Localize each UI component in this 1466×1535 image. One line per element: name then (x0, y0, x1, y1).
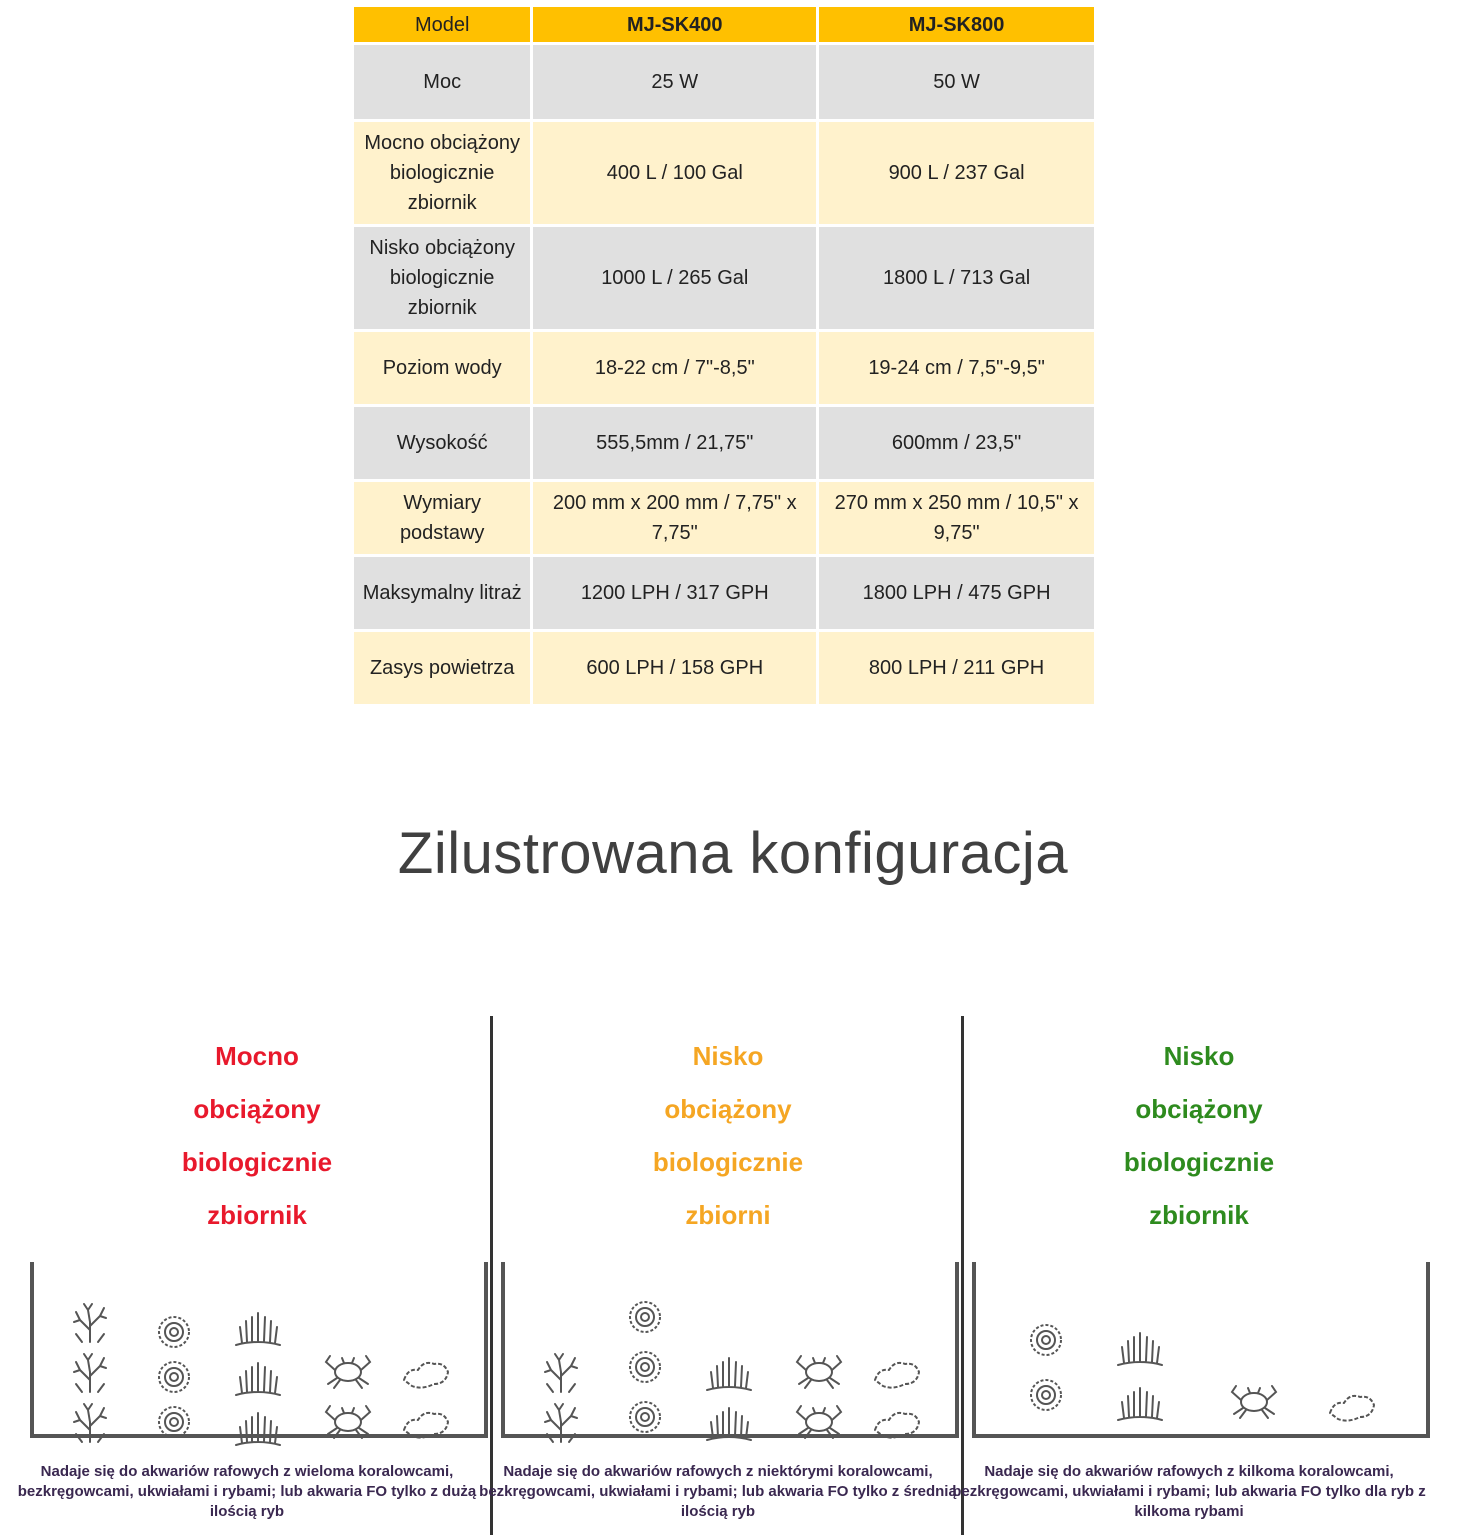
coral-icon (62, 1300, 118, 1344)
soft-coral-icon (701, 1350, 757, 1394)
anemone-icon (146, 1310, 202, 1354)
soft-coral-icon (1112, 1380, 1168, 1424)
row-value-sk400: 400 L / 100 Gal (533, 122, 816, 224)
fish-icon (869, 1402, 925, 1446)
load-title-line: zbiorni (685, 1200, 771, 1230)
spec-row-heavy-load (354, 122, 1094, 224)
load-title-line: obciążony (664, 1094, 792, 1124)
fish-icon (398, 1352, 454, 1396)
row-value-sk400: 18-22 cm / 7"-8,5" (533, 332, 816, 404)
row-value-sk800: 600mm / 23,5" (819, 407, 1094, 479)
row-value-sk800: 50 W (819, 45, 1094, 119)
fish-icon (1324, 1385, 1380, 1429)
crab-icon (1226, 1378, 1282, 1422)
load-title-line: biologicznie (652, 1147, 804, 1177)
row-label: Poziom wody (354, 332, 530, 404)
spec-table (351, 4, 1097, 707)
coral-icon (62, 1400, 118, 1444)
header-model-sk800: MJ-SK800 (819, 7, 1094, 42)
row-label: Wysokość (354, 407, 530, 479)
row-label: Mocno obciążony biologicznie zbiornik (354, 122, 530, 224)
description-line: Nadaje się do akwariów rafowych z wieloma koralowcami, (40, 1463, 454, 1480)
row-label: Moc (354, 45, 530, 119)
soft-coral-icon (230, 1355, 286, 1399)
spec-row-light-load (354, 227, 1094, 329)
row-value-sk800: 1800 LPH / 475 GPH (819, 557, 1094, 629)
row-label: Nisko obciążony biologicznie zbiornik (354, 227, 530, 329)
description-line: kilkoma rybami (1134, 1503, 1244, 1520)
anemone-icon (1018, 1318, 1074, 1362)
section-title: Zilustrowana konfiguracja (397, 821, 1069, 886)
anemone-icon (146, 1355, 202, 1399)
row-value-sk800: 270 mm x 250 mm / 10,5" x 9,75" (819, 482, 1094, 554)
soft-coral-icon (230, 1305, 286, 1349)
soft-coral-icon (701, 1400, 757, 1444)
panel-description (944, 1462, 1434, 1522)
row-value-sk400: 25 W (533, 45, 816, 119)
description-line: bezkręgowcami, ukwiałami i rybami; lub akwaria FO tylko dla ryb z (952, 1483, 1426, 1500)
row-value-sk400: 600 LPH / 158 GPH (533, 632, 816, 704)
spec-row-air-intake (354, 632, 1094, 704)
spec-row-height (354, 407, 1094, 479)
load-title-line: zbiornik (1149, 1200, 1249, 1230)
fish-icon (398, 1402, 454, 1446)
spec-row-base-dimensions (354, 482, 1094, 554)
row-value-sk400: 200 mm x 200 mm / 7,75" x 7,75" (533, 482, 816, 554)
panel-description (2, 1462, 492, 1522)
anemone-icon (1018, 1373, 1074, 1417)
crab-icon (791, 1348, 847, 1392)
load-title-line: biologicznie (181, 1147, 333, 1177)
load-title-line: Mocno (215, 1041, 299, 1071)
coral-icon (533, 1400, 589, 1444)
row-value-sk400: 1000 L / 265 Gal (533, 227, 816, 329)
row-value-sk800: 1800 L / 713 Gal (819, 227, 1094, 329)
load-title (493, 1030, 963, 1242)
load-title-line: Nisko (1163, 1041, 1235, 1071)
anemone-icon (146, 1400, 202, 1444)
coral-icon (62, 1350, 118, 1394)
load-title-line: biologicznie (1123, 1147, 1275, 1177)
row-value-sk800: 800 LPH / 211 GPH (819, 632, 1094, 704)
header-model-label: Model (354, 7, 530, 42)
load-title-line: obciążony (193, 1094, 321, 1124)
coral-icon (533, 1350, 589, 1394)
description-line: ilością ryb (680, 1503, 756, 1520)
crab-icon (320, 1348, 376, 1392)
row-value-sk400: 555,5mm / 21,75" (533, 407, 816, 479)
load-title (964, 1030, 1434, 1242)
description-line: bezkręgowcami, ukwiałami i rybami; lub akwaria FO tylko z dużą (17, 1483, 477, 1500)
spec-row-water-level (354, 332, 1094, 404)
panel-description (473, 1462, 963, 1522)
soft-coral-icon (1112, 1325, 1168, 1369)
anemone-icon (617, 1345, 673, 1389)
row-label: Wymiary podstawy (354, 482, 530, 554)
crab-icon (320, 1398, 376, 1442)
description-line: Nadaje się do akwariów rafowych z niektórymi koralowcami, (503, 1463, 933, 1480)
row-value-sk400: 1200 LPH / 317 GPH (533, 557, 816, 629)
row-label: Maksymalny litraż (354, 557, 530, 629)
spec-row-power (354, 45, 1094, 119)
spec-header-row (354, 7, 1094, 42)
row-value-sk800: 19-24 cm / 7,5"-9,5" (819, 332, 1094, 404)
load-title-line: Nisko (692, 1041, 764, 1071)
anemone-icon (617, 1395, 673, 1439)
crab-icon (791, 1398, 847, 1442)
description-line: Nadaje się do akwariów rafowych z kilkoma koralowcami, (984, 1463, 1394, 1480)
fish-icon (869, 1352, 925, 1396)
row-value-sk800: 900 L / 237 Gal (819, 122, 1094, 224)
load-title-line: obciążony (1135, 1094, 1263, 1124)
load-title (22, 1030, 492, 1242)
soft-coral-icon (230, 1405, 286, 1449)
description-line: bezkręgowcami, ukwiałami i rybami; lub akwaria FO tylko z średnią (479, 1483, 957, 1500)
spec-row-max-flow (354, 557, 1094, 629)
row-label: Zasys powietrza (354, 632, 530, 704)
description-line: ilością ryb (209, 1503, 285, 1520)
header-model-sk400: MJ-SK400 (533, 7, 816, 42)
anemone-icon (617, 1295, 673, 1339)
load-title-line: zbiornik (207, 1200, 307, 1230)
